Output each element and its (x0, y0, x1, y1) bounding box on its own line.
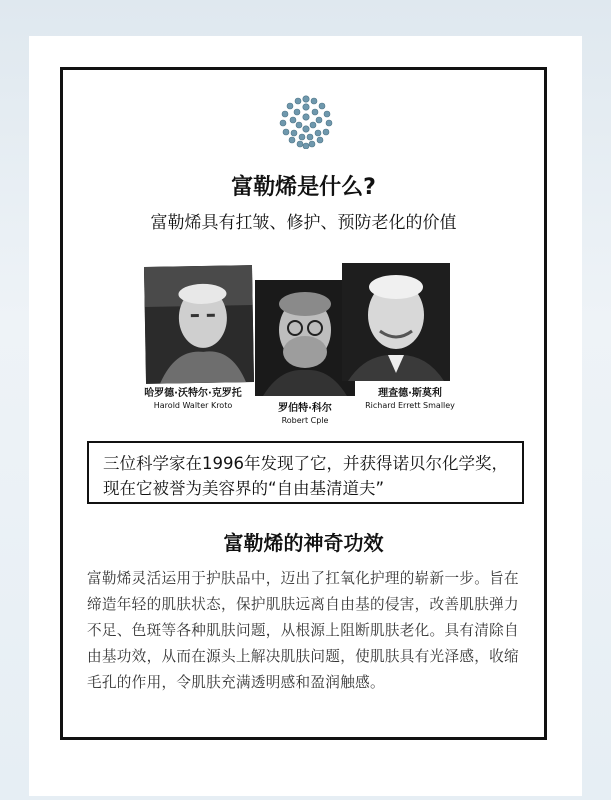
photo-robert-curl (255, 280, 355, 396)
caption-kroto (133, 384, 253, 410)
section-title: 富勒烯的神奇功效 (223, 531, 384, 555)
fullerene-molecule-icon (278, 93, 334, 149)
bordered-frame (60, 67, 547, 740)
name-en: Robert Cple (281, 416, 329, 425)
photo-harold-kroto (144, 265, 254, 384)
photo-richard-smalley (342, 263, 450, 381)
nobel-quote-box: 三位科学家在1996年发现了它，并获得诺贝尔化学奖，现在它被誉为美容界的“自由基清道夫” (87, 441, 524, 504)
page-title: 富勒烯是什么? (231, 175, 376, 200)
name-en: Richard Errett Smalley (365, 401, 455, 410)
name-zh: 理查德·斯莫利 (378, 388, 442, 399)
caption-curl (253, 399, 357, 425)
page-subtitle: 富勒烯具有扛皱、修护、预防老化的价值 (150, 213, 457, 233)
content-card (29, 36, 582, 796)
name-zh: 哈罗德·沃特尔·克罗托 (144, 388, 242, 399)
section-body: 富勒烯灵活运用于护肤品中，迈出了扛氧化护理的崭新一步。旨在缔造年轻的肌肤状态，保护肌肤远离自由基的侵害，改善肌肤弹力不足、色斑等各种肌肤问题，从根源上阻断肌肤老化。具有清除自由基功效，从而在源头上解决肌肤问题，使肌肤具有光泽感，收缩毛孔的作用，令肌肤充满透明感和盈润触感。 (87, 570, 519, 691)
caption-smalley (355, 384, 465, 410)
name-zh: 罗伯特·科尔 (278, 403, 332, 414)
name-en: Harold Walter Kroto (153, 401, 233, 410)
